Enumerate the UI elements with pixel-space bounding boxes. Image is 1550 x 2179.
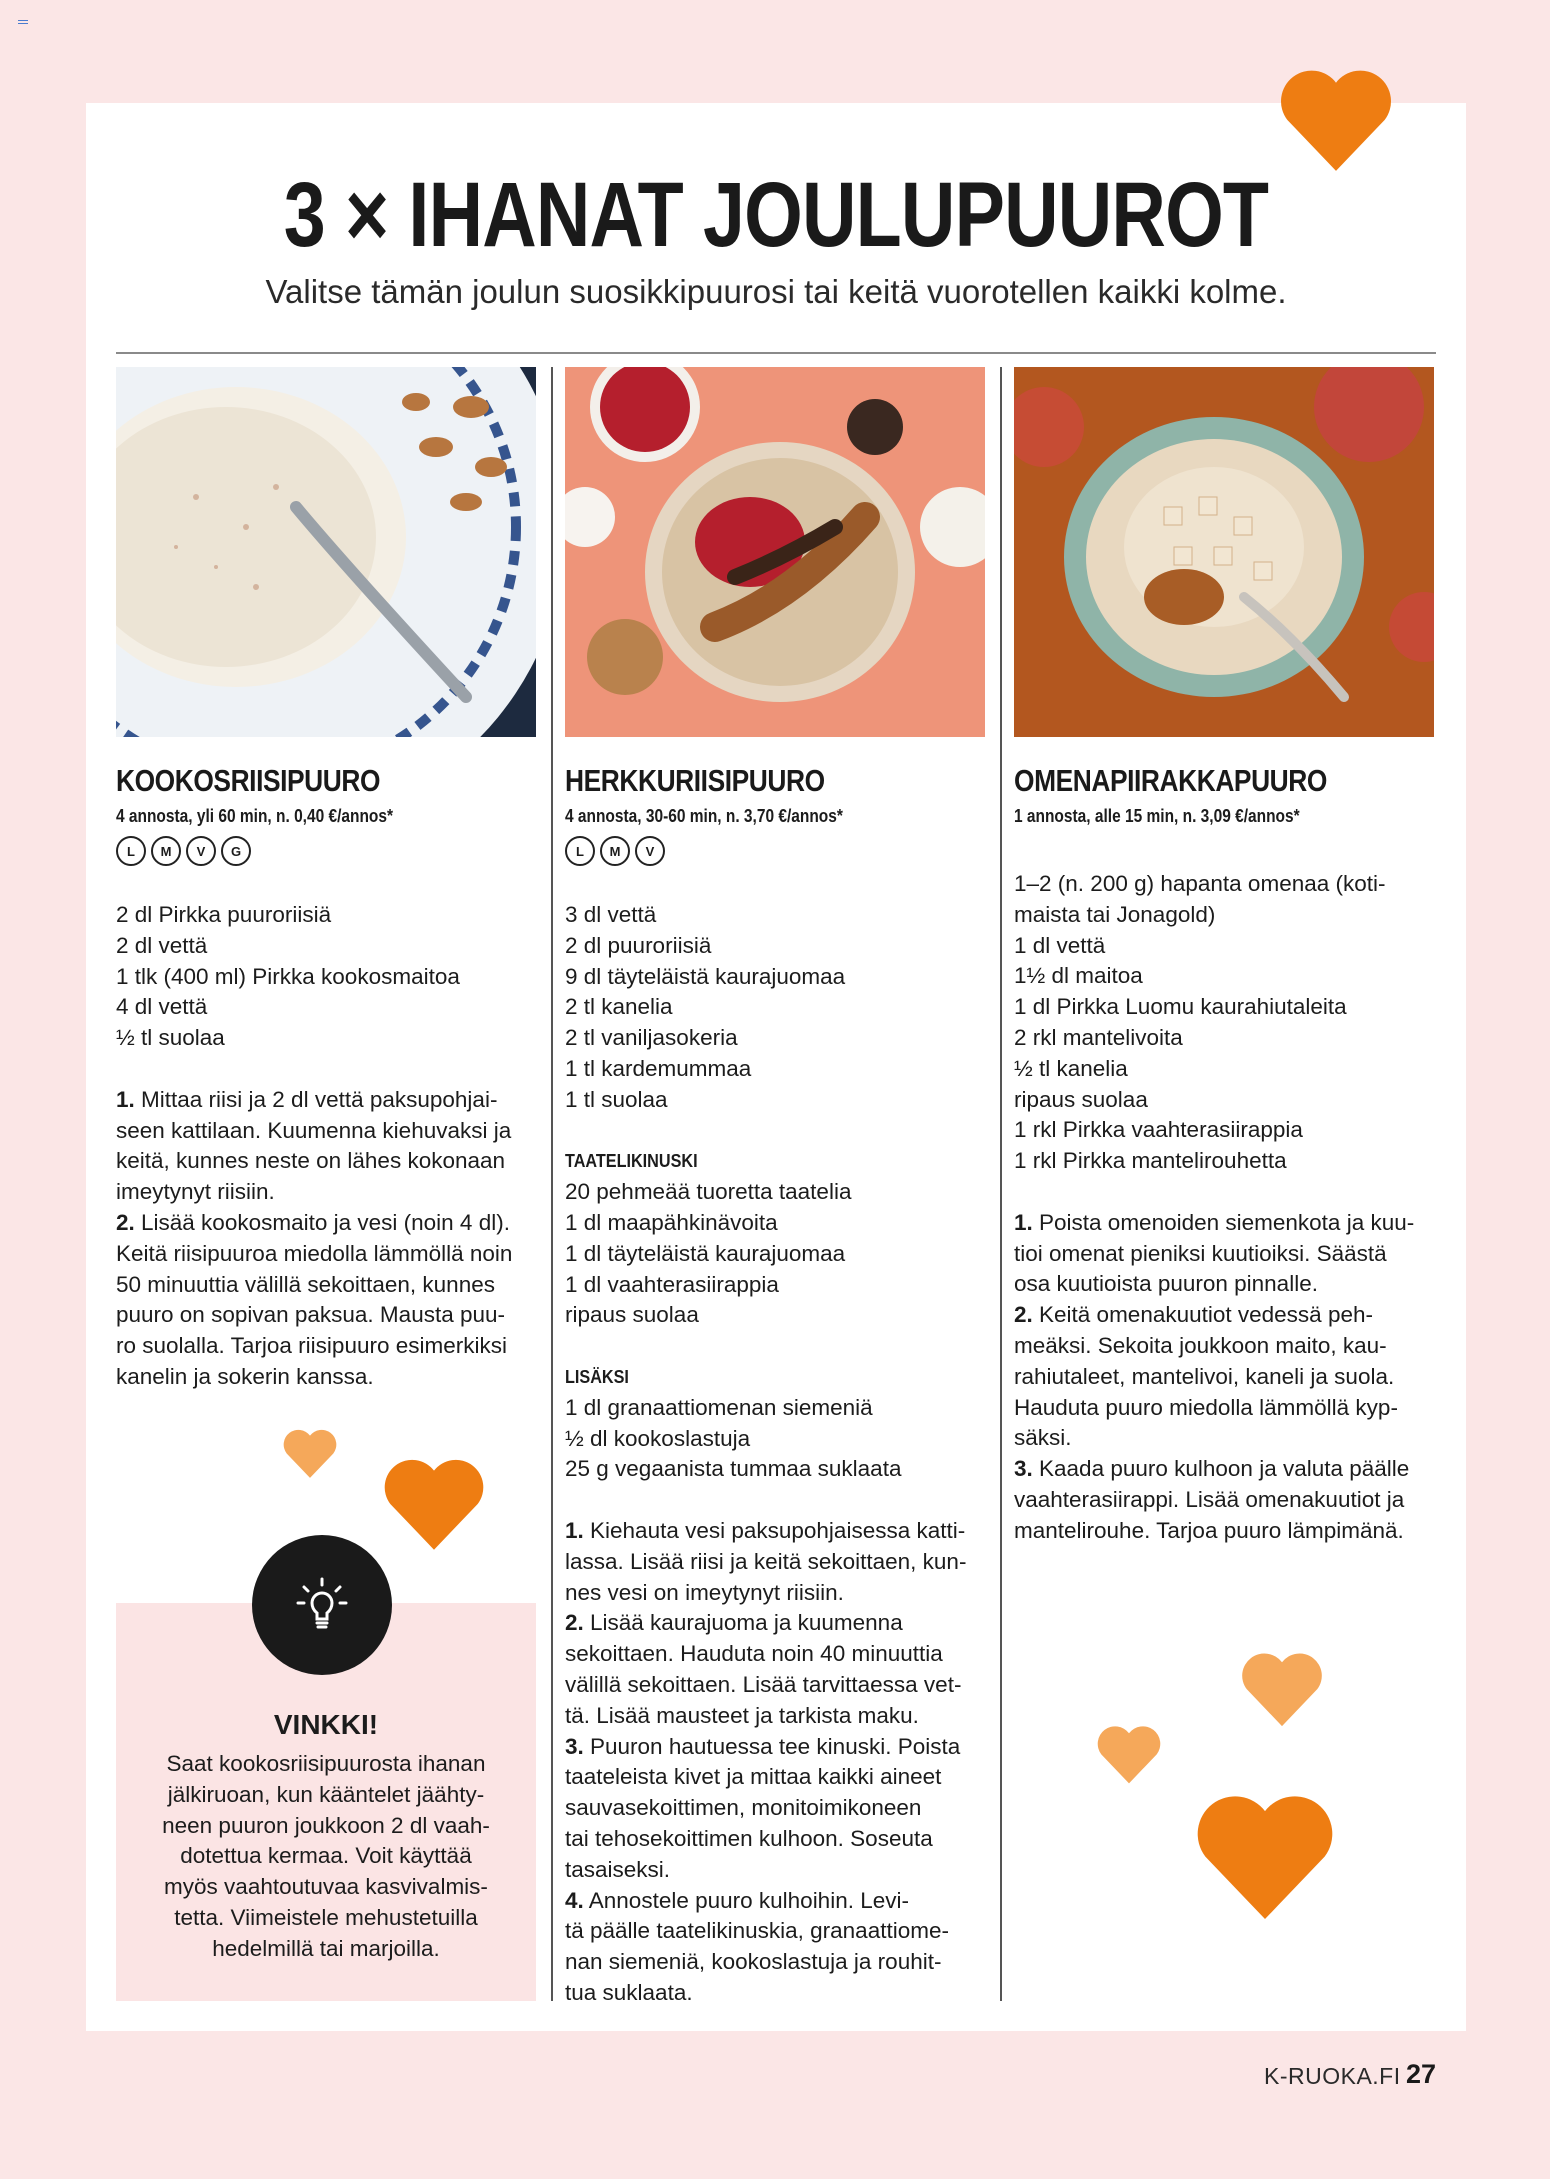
ingredient-line: ripaus suolaa: [1014, 1086, 1148, 1112]
ingredient-line: 1 tl suolaa: [565, 1086, 668, 1112]
heart-small-light-icon: [282, 1429, 338, 1479]
ingredient-line: 9 dl täyteläistä kaurajuomaa: [565, 963, 846, 989]
heart-light-lower-icon: [1096, 1725, 1162, 1785]
tip-title: VINKKI!: [273, 1709, 379, 1740]
instruction-line: puuro on sopivan paksua. Mausta puu-: [116, 1302, 506, 1328]
instruction-line: 1. Poista omenoiden siemenkota ja kuu-: [1014, 1209, 1415, 1235]
ingredient-line: 3 dl vettä: [565, 902, 657, 927]
ingredient-line: 1 dl vaahterasiirappia: [565, 1271, 779, 1297]
instruction-line: nan siemeniä, kookoslastuja ja rouhit-: [565, 1949, 942, 1975]
tip-line: tetta. Viimeistele mehustetuilla: [174, 1904, 478, 1930]
ingredient-line: 1–2 (n. 200 g) hapanta omenaa (koti-: [1014, 871, 1386, 896]
tip-line: neen puuron joukkoon 2 dl vaah-: [162, 1812, 490, 1838]
recipe-2-meta: 4 annosta, 30-60 min, n. 3,70 €/annos*: [565, 806, 843, 826]
instruction-line: sekoittaen. Hauduta noin 40 minuuttia: [565, 1641, 943, 1667]
instruction-line: nes vesi on imeytynyt riisiin.: [565, 1579, 844, 1605]
recipe-1-badges: [116, 836, 251, 866]
instruction-line: meäksi. Sekoita joukkoon maito, kau-: [1014, 1332, 1387, 1358]
recipe-1-meta: 4 annosta, yli 60 min, n. 0,40 €/annos*: [116, 806, 394, 826]
diet-badge-v: V: [186, 836, 216, 866]
menu-glyph-icon: [18, 20, 28, 28]
diet-badge-m: M: [600, 836, 630, 866]
ingredient-line: 2 tl vaniljasokeria: [565, 1025, 738, 1051]
tip-line: jälkiruoan, kun kääntelet jäähty-: [167, 1781, 485, 1807]
instruction-line: sauvasekoittimen, monitoimikoneen: [565, 1795, 922, 1821]
ingredient-line: 2 dl puuroriisiä: [565, 932, 712, 958]
ingredient-line: 4 dl vettä: [116, 994, 208, 1020]
ingredient-line: 2 dl Pirkka puuroriisiä: [116, 902, 332, 927]
instruction-line: kanelin ja sokerin kanssa.: [116, 1363, 374, 1389]
instruction-line: mantelirouhe. Tarjoa puuro lämpimänä.: [1014, 1517, 1404, 1543]
instruction-line: 2. Lisää kaurajuoma ja kuumenna: [565, 1610, 903, 1636]
recipe-2-text: [565, 900, 990, 2009]
instruction-line: 4. Annostele puuro kulhoihin. Levi-: [565, 1887, 909, 1913]
recipe-3-title: OMENAPIIRAKKAPUURO: [1014, 763, 1327, 798]
instruction-line: seen kattilaan. Kuumenna kiehuvaksi ja: [116, 1117, 512, 1143]
ingredient-line: 1½ dl maitoa: [1014, 963, 1143, 989]
instruction-line: Keitä riisipuuroa miedolla lämmöllä noin: [116, 1240, 513, 1266]
ingredient-line: ripaus suolaa: [565, 1302, 699, 1328]
tip-line: dotettua kermaa. Voit käyttää: [180, 1843, 472, 1869]
ingredient-line: 1 dl granaattiomenan siemeniä: [565, 1394, 873, 1420]
diet-badge-g: G: [221, 836, 251, 866]
instruction-line: taateleista kivet ja mittaa kaikki aineet: [565, 1764, 942, 1790]
instruction-line: 3. Puuron hautuessa tee kinuski. Poista: [565, 1733, 961, 1759]
heart-large-dark-icon: [1194, 1793, 1336, 1923]
instruction-line: 3. Kaada puuro kulhoon ja valuta päälle: [1014, 1456, 1410, 1482]
tip-text: [126, 1749, 526, 1965]
instruction-line: keitä, kunnes neste on lähes kokonaan: [116, 1148, 506, 1174]
recipe-2-badges: [565, 836, 665, 866]
ingredient-line: ½ tl kanelia: [1014, 1055, 1128, 1081]
recipe-3-meta: 1 annosta, alle 15 min, n. 3,09 €/annos*: [1014, 806, 1300, 826]
instruction-line: välillä sekoittaen. Lisää tarvittaessa vet-: [565, 1671, 962, 1697]
ingredient-line: 1 tlk (400 ml) Pirkka kookosmaitoa: [116, 963, 460, 989]
tip-line: Saat kookosriisipuurosta ihanan: [166, 1751, 486, 1776]
instruction-line: rahiutaleet, mantelivoi, kaneli ja suola.: [1014, 1363, 1395, 1389]
instruction-line: osa kuutioista puuron pinnalle.: [1014, 1271, 1318, 1297]
spacer: [116, 1054, 536, 1085]
diet-badge-l: L: [116, 836, 146, 866]
ingredient-line: 25 g vegaanista tummaa suklaata: [565, 1456, 902, 1482]
ingredient-line: 1 rkl Pirkka mantelirouhetta: [1014, 1148, 1287, 1174]
instruction-line: Hauduta puuro miedolla lämmöllä kyp-: [1014, 1394, 1398, 1420]
instruction-line: vaahterasiirappi. Lisää omenakuutiot ja: [1014, 1486, 1405, 1512]
recipe-3-text: [1014, 869, 1439, 1547]
instruction-line: tai tehosekoittimen kulhoon. Soseuta: [565, 1825, 933, 1851]
recipe-1-title: KOOKOSRIISIPUURO: [116, 763, 381, 798]
ingredient-line: 1 dl vettä: [1014, 932, 1106, 958]
page-subtitle: Valitse tämän joulun suosikkipuurosi tai keitä vuorotellen kaikki kolme.: [265, 273, 1287, 310]
ingredient-line: 2 dl vettä: [116, 932, 208, 958]
ingredient-line: 1 dl Pirkka Luomu kaurahiutaleita: [1014, 994, 1347, 1020]
instruction-line: 50 minuuttia välillä sekoittaen, kunnes: [116, 1271, 495, 1297]
ingredient-line: 2 rkl mantelivoita: [1014, 1024, 1183, 1050]
magazine-page: [86, 103, 1466, 2031]
instruction-line: ro suolalla. Tarjoa riisipuuro esimerkiksi: [116, 1333, 507, 1359]
spacer: [565, 1485, 990, 1516]
heart-top-right-icon: [1278, 68, 1394, 174]
recipe-2-photo: [565, 367, 985, 737]
ingredient-line: 1 dl maapähkinävoita: [565, 1209, 778, 1235]
ingredient-line: ½ dl kookoslastuja: [565, 1425, 751, 1451]
heart-medium-dark-icon: [382, 1458, 486, 1552]
instruction-line: säksi.: [1014, 1425, 1072, 1451]
instruction-line: lassa. Lisää riisi ja keitä sekoittaen, kun-: [565, 1548, 967, 1574]
lightbulb-icon: [290, 1573, 354, 1637]
heart-light-upper-icon: [1240, 1652, 1324, 1728]
ingredient-line: maista tai Jonagold): [1014, 901, 1216, 927]
tip-line: myös vaahtoutuvaa kasvivalmis-: [164, 1874, 488, 1900]
spacer: [565, 1331, 990, 1362]
spacer: [1014, 1177, 1439, 1208]
instruction-line: tua suklaata.: [565, 1979, 693, 2005]
instruction-line: 1. Mittaa riisi ja 2 dl vettä paksupohjai-: [116, 1086, 498, 1112]
column-divider-1: [551, 367, 553, 2001]
page-number: 27: [1406, 2059, 1437, 2089]
instruction-line: tä päälle taatelikinuskia, granaattiome-: [565, 1918, 949, 1944]
title-divider: [116, 352, 1436, 354]
footer-site: K-RUOKA.FI: [1264, 2063, 1401, 2089]
subheading-lisaksi: LISÄKSI: [565, 1366, 629, 1387]
instruction-line: tä. Lisää mausteet ja tarkista maku.: [565, 1702, 919, 1728]
recipe-2-title: HERKKURIISIPUURO: [565, 763, 825, 798]
diet-badge-v: V: [635, 836, 665, 866]
ingredient-line: 1 rkl Pirkka vaahterasiirappia: [1014, 1117, 1303, 1143]
instruction-line: 2. Lisää kookosmaito ja vesi (noin 4 dl).: [116, 1209, 510, 1235]
ingredient-line: 20 pehmeää tuoretta taatelia: [565, 1179, 852, 1205]
column-divider-2: [1000, 367, 1002, 2001]
instruction-line: 1. Kiehauta vesi paksupohjaisessa katti-: [565, 1517, 966, 1543]
recipe-1-text: [116, 900, 536, 1393]
ingredient-line: 1 dl täyteläistä kaurajuomaa: [565, 1240, 846, 1266]
diet-badge-m: M: [151, 836, 181, 866]
ingredient-line: 1 tl kardemummaa: [565, 1055, 752, 1081]
instruction-line: imeytynyt riisiin.: [116, 1179, 275, 1205]
diet-badge-l: L: [565, 836, 595, 866]
spacer: [565, 1116, 990, 1147]
ingredient-line: ½ tl suolaa: [116, 1025, 225, 1051]
tip-icon-circle: [252, 1535, 392, 1675]
tip-line: hedelmillä tai marjoilla.: [212, 1935, 440, 1961]
instruction-line: tasaiseksi.: [565, 1856, 671, 1882]
recipe-1-photo: [116, 367, 536, 737]
recipe-3-photo: [1014, 367, 1434, 737]
instruction-line: 2. Keitä omenakuutiot vedessä peh-: [1014, 1302, 1373, 1328]
page-title: 3 × IHANAT JOULUPUUROT: [283, 164, 1269, 266]
instruction-line: tioi omenat pieniksi kuutioiksi. Säästä: [1014, 1240, 1387, 1266]
subheading-taatelikinuski: TAATELIKINUSKI: [565, 1151, 698, 1172]
ingredient-line: 2 tl kanelia: [565, 994, 673, 1020]
